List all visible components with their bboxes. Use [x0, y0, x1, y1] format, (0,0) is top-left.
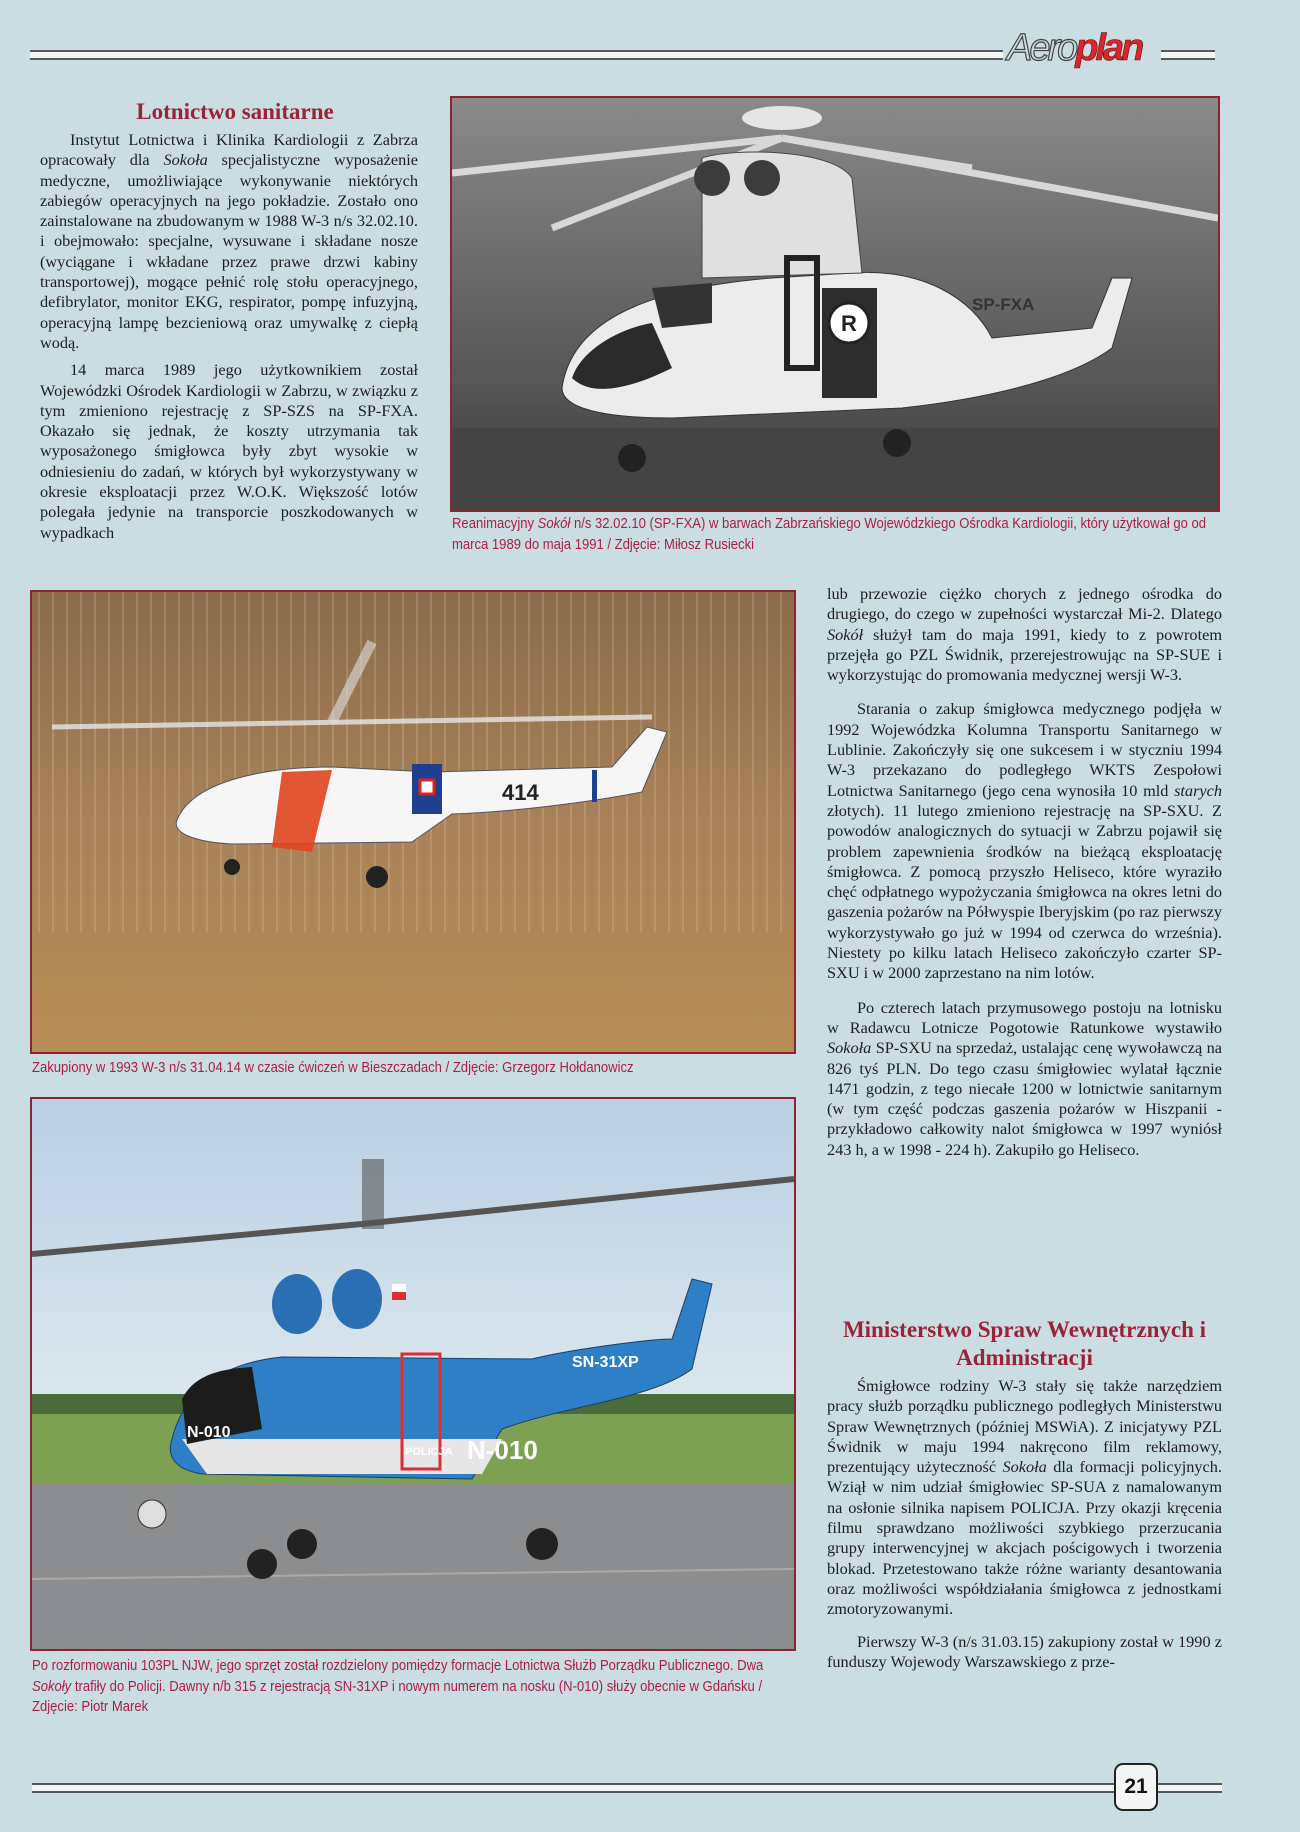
- photo-caption-2: Zakupiony w 1993 W-3 n/s 31.04.14 w czasie ćwiczeń w Bieszczadach / Zdjęcie: Grzegorz Hołdanowicz: [32, 1059, 634, 1076]
- article-column-right-top: [827, 584, 1222, 1167]
- photo-sokol-sp-fxa: [450, 96, 1220, 512]
- helicopter-image-police: [32, 1099, 794, 1649]
- magazine-logo: [1003, 26, 1161, 70]
- section-heading-ministry: Ministerstwo Spraw Wewnętrznych i Administracji: [842, 1317, 1207, 1370]
- logo-text-plan: plan: [1075, 27, 1142, 69]
- nose-number-n010: N-010: [187, 1424, 231, 1441]
- paragraph: 14 marca 1989 jego użytkownikiem został Wojewódzki Ośrodek Kardiologii w Zabrzu, w związku z tym zmieniono rejestrację z SP-SZS na SP-FXA. Okazało się jednak, że koszty utrzymania tak wyposażonego śmigłowca były zbyt wysokie w odniesieniu do zadań, w których był wykorzystywany w okresie eksploatacji przez W.O.K. Większość lotów polegała jedynie na transporcie poszkodowanych w wypadkach: [40, 360, 418, 542]
- side-number-n010: N-010: [467, 1435, 538, 1465]
- photo-caption-1: Reanimacyjny Sokół n/s 32.02.10 (SP-FXA) w barwach Zabrzańskiego Wojewódzkiego Ośrodka Kardiologii, który użytkował go od marca 1989 do maja 1991 / Zdjęcie: Miłosz Rusiecki: [452, 515, 1207, 553]
- section-heading-sanitary: Lotnictwo sanitarne: [136, 99, 334, 124]
- footer-rule: [32, 1783, 1222, 1793]
- photo-w3-414: [30, 590, 796, 1054]
- paragraph: Instytut Lotnictwa i Klinika Kardiologii z Zabrza opracowały dla Sokoła specjalistyczne wyposażenie medyczne, umożliwiające wykonywanie niektórych zabiegów operacyjnych na jego pokładzie. Zostało ono zainstalowane na zbudowanym w 1988 W-3 n/s 32.02.10. i obejmowało: specjalne, wysuwane i składane nosze (wyciągane i wkładane przez prawe drzwi kabiny transportowej), mogące pełnić rolę stołu operacyjnego, defibrylator, monitor EKG, respirator, pompę infuzyjną, operacyjną lampę bezcieniową oraz umywalkę z ciepłą wodą.: [40, 130, 418, 352]
- paragraph: Po czterech latach przymusowego postoju na lotnisku w Radawcu Lotnicze Pogotowie Ratunkowe wystawiło Sokoła SP-SXU na sprzedaż, ustalając cenę wywoławczą na 826 tyś PLN. Do tego czasu śmigłowiec wylatał łącznie 1471 godzin, z tego niecałe 1200 w lotnictwie sanitarnym (w tym część podczas gaszenia pożarów w Hiszpanii - przykładowo całkowity nalot śmigłowca w 1997 wyniósł 243 h, a w 1998 - 224 h). Zakupiło go Heliseco.: [827, 997, 1222, 1159]
- helicopter-image-forest: [32, 592, 794, 1052]
- registration-marking: SP-FXA: [972, 295, 1035, 314]
- emblem-r: R: [841, 311, 857, 336]
- article-column-right-bottom: [827, 1376, 1222, 1679]
- article-column-left-top: [40, 130, 418, 550]
- paragraph: Śmigłowce rodziny W-3 stały się także narzędziem pracy służb porządku publicznego podległych Ministerstwu Spraw Wewnętrznych (później MSWiA). Z inicjatywy PZL Świdnik w maju 1994 nakręcono film reklamowy, prezentujący użyteczność Sokoła dla formacji policyjnych. Wziął w nim udział śmigłowiec SP-SUA z namalowanym na osłonie silnika napisem POLICJA. Przy okazji kręcenia filmu sprawdzano możliwości szybkiego przerzucania grupy interwencyjnej w akcjach pościgowych i tworzenia blokad. Przetestowano także różne warianty desantowania oraz możliwości współdziałania śmigłowca z jednostkami zmotoryzowanymi.: [827, 1376, 1222, 1619]
- paragraph: lub przewozie ciężko chorych z jednego ośrodka do drugiego, do czego w zupełności wystarczał Mi-2. Dlatego Sokół służył tam do maja 1991, kiedy to z powrotem przejęła go PZL Świdnik, przerejestrowując na SP-SUE i wykorzystując do promowania medycznej wersji W-3.: [827, 584, 1222, 685]
- page-number: 21: [1114, 1763, 1158, 1811]
- logo-text-aero: Aero: [1007, 27, 1076, 69]
- tail-number-414: 414: [502, 780, 539, 805]
- paragraph: Pierwszy W-3 (n/s 31.03.15) zakupiony został w 1990 z funduszy Wojewody Warszawskiego z prze-: [827, 1631, 1222, 1671]
- door-marking-policja: POLICJA: [405, 1446, 453, 1458]
- helicopter-image-hangar: [452, 98, 1218, 510]
- photo-police-n010: [30, 1097, 796, 1651]
- tail-registration-sn31xp: SN-31XP: [572, 1354, 639, 1371]
- photo-caption-3: Po rozformowaniu 103PL NJW, jego sprzęt został rozdzielony pomiędzy formacje Lotnictwa Służb Porządku Publicznego. Dwa Sokoły trafiły do Policji. Dawny n/b 315 z rejestracją SN-31XP i nowym numerem na nosku (N-010) służy obecnie w Gdańsku / Zdjęcie: Piotr Marek: [32, 1657, 764, 1715]
- paragraph: Starania o zakup śmigłowca medycznego podjęła w 1992 Wojewódzka Kolumna Transportu Sanitarnego w Lublinie. Zakończyły się one sukcesem i w styczniu 1994 W-3 przekazano do podległego WKTS Zespołowi Lotnictwa Sanitarnego (jego cena wynosiła 10 mld starych złotych). 11 lutego zmieniono rejestrację na SP-SXU. Z powodów analogicznych do sytuacji w Zabrzu pojawił się problem zapewnienia środków na bieżącą eksploatację śmigłowca. Z pomocą przyszło Heliseco, które wyraziło chęć odpłatnego wypożyczania śmigłowca na okres letni do gaszenia pożarów na Półwyspie Iberyjskim (po raz pierwszy wykorzystywało go już w 1994 od czerwca do września). Niestety po kilku latach Heliseco zakończyło czarter SP-SXU i w 2000 zaprzestano na nim lotów.: [827, 699, 1222, 983]
